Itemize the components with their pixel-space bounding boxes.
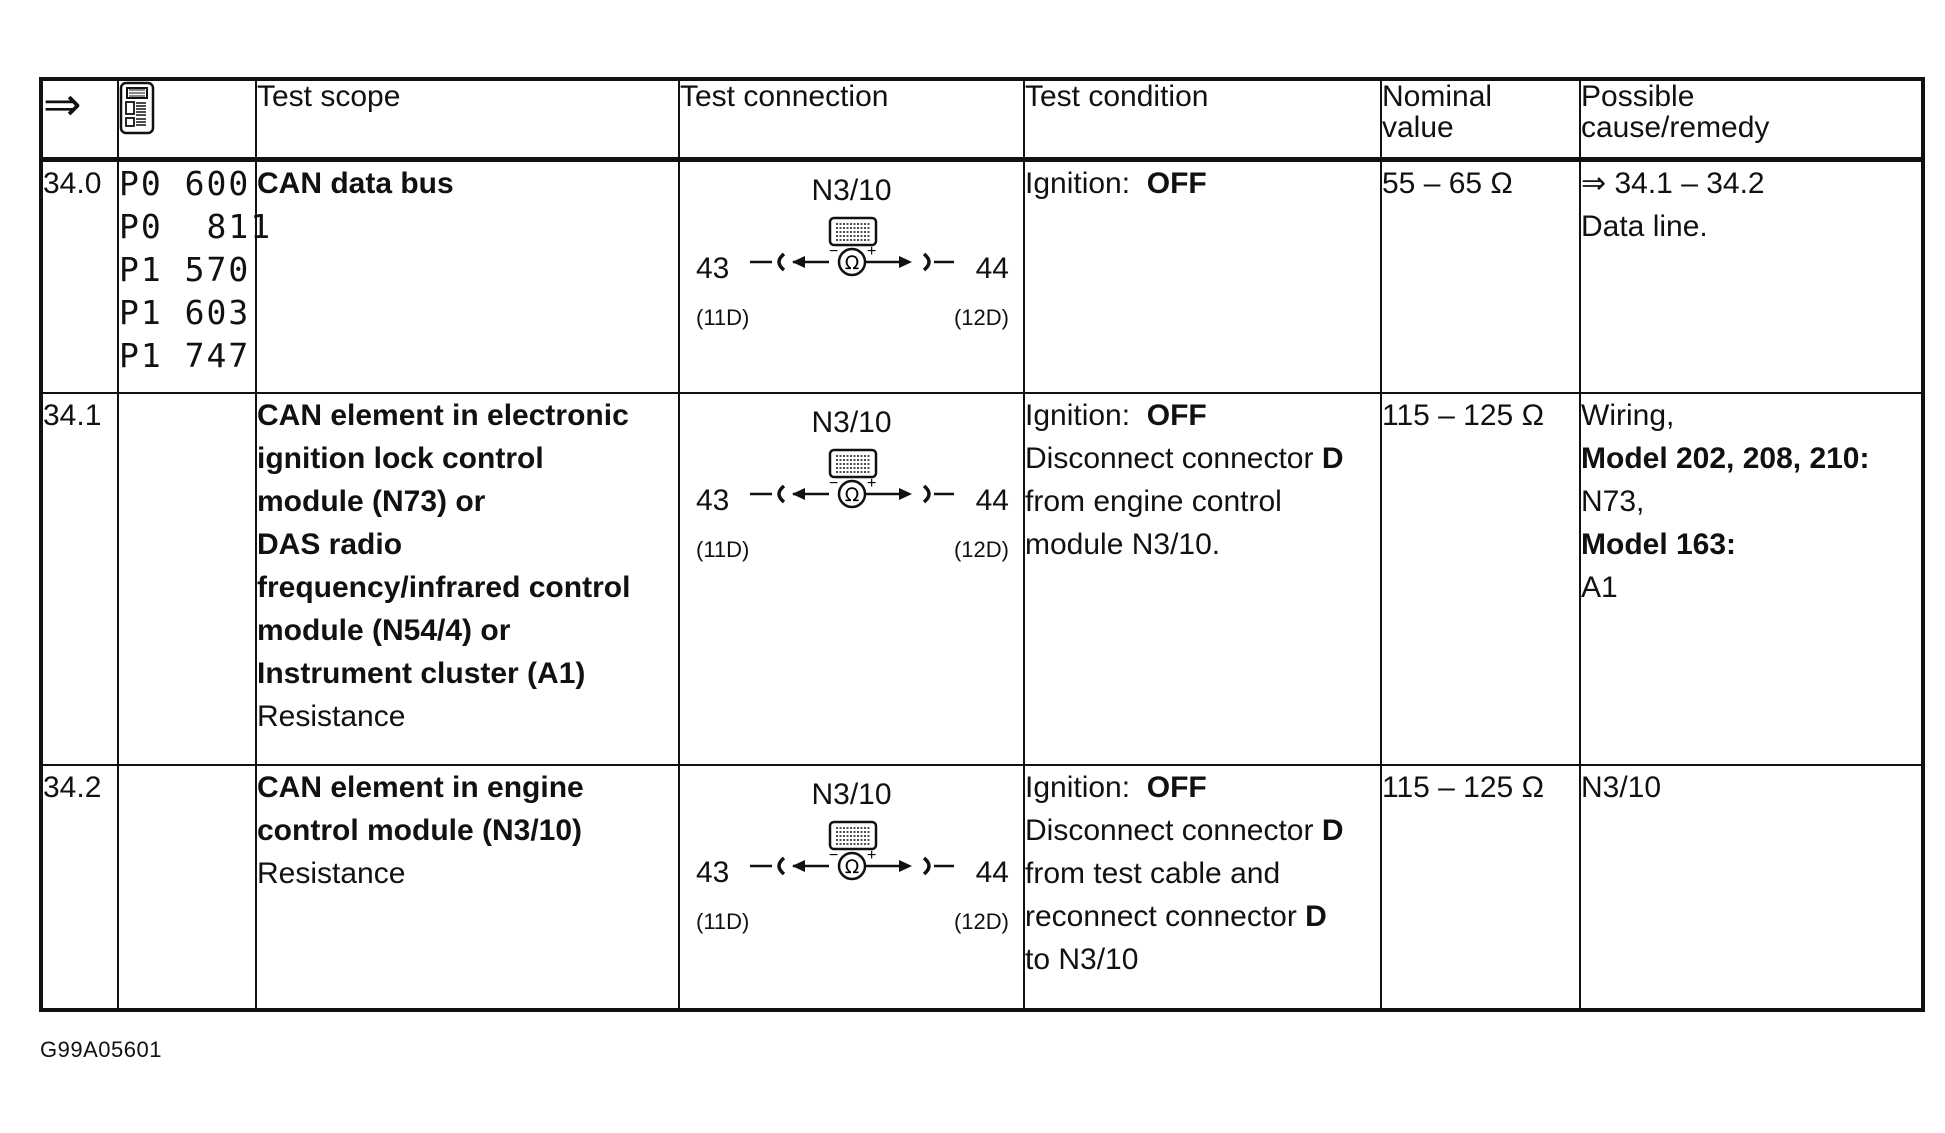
scope-line-bold: DAS radio	[257, 528, 403, 561]
fault-code: P0 811	[119, 206, 273, 246]
nominal-value-header	[1381, 79, 1580, 159]
svg-text:Ω: Ω	[844, 484, 860, 506]
nominal-value: 115 – 125 Ω	[1381, 393, 1580, 765]
socket-right: (12D)	[953, 909, 1009, 934]
possible-cause	[1580, 765, 1923, 1010]
svg-text:Ω: Ω	[844, 251, 860, 274]
socket-left: (11D)	[696, 909, 750, 934]
ohmmeter-icon	[680, 214, 1025, 304]
table-row	[41, 159, 1923, 393]
cause-header-line: Possible	[1581, 80, 1695, 113]
module-label: N3/10	[811, 173, 892, 207]
figure-id: G99A05601	[40, 1037, 162, 1062]
scope-line: Resistance	[257, 857, 406, 890]
svg-text:−: −	[829, 242, 839, 260]
condition-text: from test cable and	[1025, 857, 1281, 890]
svg-text:Ω: Ω	[844, 856, 860, 878]
condition-line	[1025, 895, 1380, 938]
fault-codes	[118, 159, 273, 393]
pin-left: 43	[696, 484, 730, 517]
condition-text: module N3/10.	[1025, 528, 1221, 561]
socket-left: (11D)	[696, 537, 750, 562]
ignition-label: Ignition:	[1025, 771, 1131, 804]
condition-line	[1025, 852, 1380, 895]
pin-right: 44	[975, 856, 1009, 889]
test-connection	[679, 765, 1024, 1010]
ignition-line	[1025, 162, 1380, 205]
svg-text:−: −	[829, 847, 839, 864]
condition-line	[1025, 437, 1380, 480]
ignition-state: OFF	[1146, 166, 1207, 200]
connector-letter: D	[1321, 442, 1344, 475]
table-row	[41, 765, 1923, 1010]
ohmmeter-icon	[680, 446, 1025, 536]
pin-right: 44	[975, 484, 1009, 517]
possible-cause	[1580, 159, 1923, 393]
pin-left: 43	[696, 251, 730, 285]
nominal-header-line: value	[1382, 111, 1454, 144]
connector-icon	[830, 450, 876, 477]
condition-line	[1025, 523, 1380, 566]
condition-text: reconnect connector	[1025, 900, 1306, 933]
ignition-label: Ignition:	[1025, 399, 1131, 432]
header-row	[41, 79, 1923, 159]
table-row	[41, 393, 1923, 765]
scope-line-bold: ignition lock control	[257, 442, 544, 475]
connection-diagram	[680, 162, 1023, 362]
fault-code: P1 747	[119, 335, 251, 375]
connection-diagram	[680, 766, 1023, 966]
ignition-line	[1025, 766, 1380, 809]
connector-icon	[830, 218, 876, 245]
test-table	[39, 77, 1925, 1012]
condition-line	[1025, 480, 1380, 523]
nominal-value: 115 – 125 Ω	[1381, 765, 1580, 1010]
ignition-line	[1025, 394, 1380, 437]
scope-line-bold: CAN element in engine	[257, 771, 584, 804]
test-condition	[1024, 159, 1381, 393]
step-number: 34.2	[41, 765, 118, 1010]
condition-line	[1025, 809, 1380, 852]
step-number: 34.0	[41, 159, 118, 393]
ignition-state: OFF	[1146, 771, 1207, 804]
test-scope	[256, 159, 679, 393]
scope-line-bold: module (N73) or	[257, 485, 486, 518]
possible-cause-header	[1580, 79, 1923, 159]
nominal-value: 55 – 65 Ω	[1381, 159, 1580, 393]
fault-codes	[118, 765, 256, 1010]
test-scope-header: Test scope	[256, 79, 679, 159]
scope-line-bold: CAN data bus	[257, 166, 454, 200]
diagnostic-tester-icon	[118, 79, 256, 159]
test-condition	[1024, 393, 1381, 765]
socket-right: (12D)	[953, 304, 1009, 330]
fault-code: P0 600	[119, 163, 251, 203]
nominal-header-line: Nominal	[1382, 80, 1493, 113]
test-scope	[256, 393, 679, 765]
pin-right: 44	[975, 251, 1009, 285]
ignition-state: OFF	[1146, 399, 1207, 432]
fault-codes	[118, 393, 256, 765]
condition-text: Disconnect connector	[1025, 814, 1322, 847]
cause-header-line: cause/remedy	[1581, 111, 1770, 144]
scope-line: Resistance	[257, 700, 406, 733]
condition-text: from engine control	[1025, 485, 1282, 518]
test-condition	[1024, 765, 1381, 1010]
svg-text:+: +	[867, 847, 877, 864]
cause-line: N3/10	[1581, 771, 1662, 804]
fault-code: P1 603	[119, 292, 251, 332]
scope-line-bold: CAN element in electronic	[257, 399, 629, 432]
condition-text: to N3/10	[1025, 943, 1139, 976]
cause-line: ⇒ 34.1 – 34.2	[1581, 166, 1765, 200]
cause-line: Data line.	[1581, 209, 1708, 243]
cause-line: Model 202, 208, 210:	[1581, 442, 1870, 475]
module-label: N3/10	[811, 778, 892, 811]
pin-left: 43	[696, 856, 730, 889]
possible-cause	[1580, 393, 1923, 765]
condition-text: Disconnect connector	[1025, 442, 1322, 475]
condition-line	[1025, 938, 1380, 981]
connector-icon	[830, 822, 876, 849]
scope-line-bold: control module (N3/10)	[257, 814, 583, 847]
test-connection	[679, 159, 1024, 393]
connection-diagram	[680, 394, 1023, 594]
scope-line-bold: Instrument cluster (A1)	[257, 657, 586, 690]
svg-text:+: +	[867, 242, 877, 260]
test-connection	[679, 393, 1024, 765]
module-label: N3/10	[811, 406, 892, 439]
scope-line-bold: frequency/infrared control	[257, 571, 631, 604]
fault-code: P1 570	[119, 249, 251, 289]
cause-line: Model 163:	[1581, 528, 1737, 561]
cause-line: Wiring,	[1581, 399, 1675, 432]
svg-text:−: −	[829, 475, 839, 492]
cause-line: A1	[1581, 571, 1618, 604]
ohmmeter-icon	[680, 818, 1025, 908]
cause-line: N73,	[1581, 485, 1645, 518]
arrow-header: ⇒	[41, 79, 118, 159]
socket-left: (11D)	[696, 304, 750, 330]
socket-right: (12D)	[953, 537, 1009, 562]
ignition-label: Ignition:	[1025, 166, 1131, 200]
scope-line-bold: module (N54/4) or	[257, 614, 511, 647]
connector-letter: D	[1321, 814, 1344, 847]
connector-letter: D	[1305, 900, 1327, 933]
test-scope	[256, 765, 679, 1010]
test-condition-header: Test condition	[1024, 79, 1381, 159]
test-connection-header: Test connection	[679, 79, 1024, 159]
svg-text:+: +	[867, 475, 877, 492]
step-number: 34.1	[41, 393, 118, 765]
